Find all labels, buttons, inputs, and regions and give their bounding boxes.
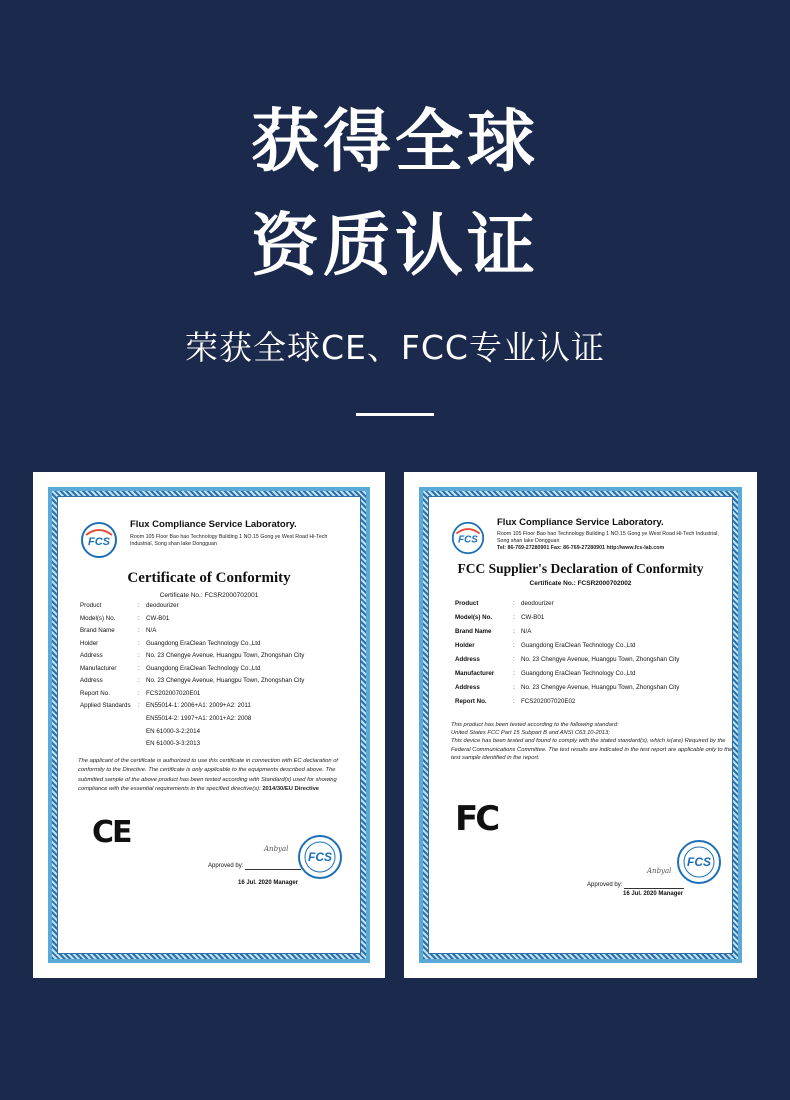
field-row: Product : deodourizer	[80, 602, 350, 615]
headline-line-2: 资质认证	[250, 207, 539, 286]
field-label: Manufacturer	[80, 664, 117, 672]
field-value: Guangdong EraClean Technology Co.,Ltd	[146, 664, 261, 672]
logo-text: FCS	[88, 536, 110, 548]
field-row: Report No. : FCS202007020E01	[80, 690, 350, 703]
lab-address-line-2: Industrial, Song shan lake Dongguan	[130, 541, 217, 547]
date-manager: 16 Jul. 2020 Manager	[623, 891, 684, 897]
logo-text: FCS	[458, 534, 478, 546]
certificate-border	[48, 487, 370, 963]
headline-line-1: 获得全球	[250, 103, 539, 182]
subtitle: 荣获全球CE、FCC专业认证	[185, 328, 605, 367]
field-label: Report No.	[455, 698, 487, 705]
lab-contact: Tel: 86-769-27280901 Fax: 86-769-27280901 http://www.fcs-lab.com	[497, 545, 665, 551]
field-label: Applied Standards	[80, 702, 131, 709]
field-row: Brand Name : N/A	[80, 627, 350, 640]
certificate-number: Certificate No.: FCSR2000702001	[159, 592, 259, 599]
approved-by-label: Approved by:	[587, 882, 623, 888]
field-label: Model(s) No.	[80, 614, 116, 622]
field-value: No. 23 Chengye Avenue, Huangpu Town, Zhongshan City	[146, 652, 305, 659]
field-value: Guangdong EraClean Technology Co.,Ltd	[146, 639, 261, 647]
signature: Anbyal	[264, 845, 289, 853]
field-row: Manufacturer : Guangdong EraClean Technology Co.,Ltd	[80, 665, 350, 678]
approved-by-label: Approved by:	[208, 863, 244, 869]
lab-address-line-1: Room 105 Floor Bao hao Technology Building 1 NO.15 Gong ye West Road Hi-Tech	[130, 534, 328, 540]
divider-line	[356, 413, 434, 416]
certificate-title: Certificate of Conformity	[127, 570, 291, 586]
signature: Anbyal	[647, 867, 672, 875]
directive-name: 2014/30/EU Directive	[262, 785, 320, 792]
fcs-seal-icon	[676, 839, 722, 885]
field-value: Guangdong EraClean Technology Co.,Ltd	[521, 670, 636, 677]
lab-address-line-2: Song shan lake Dongguan	[497, 538, 560, 544]
certificate-note: This product has been tested according to the following standard: United States FCC Part 15 Subpart B and ANSI C63.10-2013; This device has been tested and found to comply with the stated standard(s), which is(are) Required by the Federal Communications Committee. The test results are indicated in the test report are applicable only to the test sample identified in the report.	[451, 722, 733, 761]
seal-text: FCS	[687, 855, 711, 869]
field-row: Product : deodourizer	[455, 600, 735, 614]
field-row: Address : No. 23 Chengye Avenue, Huangpu Town, Zhongshan City	[455, 656, 735, 670]
field-value: CW-B01	[521, 614, 545, 621]
field-label: Brand Name	[455, 628, 492, 635]
fcs-seal-icon	[297, 834, 343, 880]
field-label: Product	[80, 602, 102, 609]
applied-standard: EN55014-2: 1997+A1: 2001+A2: 2008	[146, 715, 252, 722]
field-label: Brand Name	[80, 627, 115, 634]
field-value: No. 23 Chengye Avenue, Huangpu Town, Zhongshan City	[146, 677, 305, 684]
field-row: Model(s) No. : CW-B01	[455, 614, 735, 628]
field-value: N/A	[521, 628, 532, 635]
field-row: Holder : Guangdong EraClean Technology Co.,Ltd	[455, 642, 735, 656]
field-value: deodourizer	[521, 600, 554, 607]
field-row: Address : No. 23 Chengye Avenue, Huangpu Town, Zhongshan City	[80, 652, 350, 665]
applied-standard: EN 61000-3-3:2013	[146, 740, 201, 747]
field-label: Address	[455, 656, 480, 663]
field-label: Manufacturer	[455, 670, 495, 677]
field-label: Holder	[80, 639, 99, 647]
lab-name: Flux Compliance Service Laboratory.	[497, 517, 664, 528]
certificate-number: Certificate No.: FCSR2000702002	[529, 580, 632, 587]
field-value: FCS202007020E01	[146, 689, 201, 697]
ce-mark-icon: CE	[92, 815, 131, 850]
certificate-note: The applicant of the certificate is authorized to use this certificate in connection with EC declaration of conformity to the Directive. The certificate is only applicable to the equipments described above. The submitted sample of the above product has been tested according with Standard(s) used for showing compliance with the essential requirements in the specified directive(s): 2014/30/EU Directive	[78, 758, 339, 792]
field-value: Guangdong EraClean Technology Co.,Ltd	[521, 642, 636, 649]
applied-standard: EN 61000-3-2:2014	[146, 727, 201, 735]
lab-name: Flux Compliance Service Laboratory.	[130, 519, 297, 530]
field-row: Brand Name : N/A	[455, 628, 735, 642]
signature-line	[245, 869, 301, 870]
field-value: CW-B01	[146, 614, 170, 622]
field-row: Address : No. 23 Chengye Avenue, Huangpu Town, Zhongshan City	[80, 677, 350, 690]
field-label: Model(s) No.	[455, 614, 493, 621]
certificate-title: FCC Supplier's Declaration of Conformity	[457, 561, 704, 576]
lab-address-line-1: Room 105 Floor Bao hao Technology Building 1 NO.15 Gong ye West Road Hi-Tech Industrial,	[497, 531, 719, 537]
fcc-mark-icon: FC	[455, 799, 498, 839]
certificate-border	[419, 487, 742, 963]
field-value: EN55014-1: 2006+A1: 2009+A2: 2011	[146, 702, 251, 709]
field-value: FCS202007020E02	[521, 698, 576, 705]
field-row: Applied Standards : EN55014-1: 2006+A1: 2009+A2: 2011	[80, 702, 350, 715]
fcs-logo-icon	[80, 521, 118, 559]
fcc-certificate	[404, 472, 757, 978]
field-label: Address	[80, 652, 103, 659]
field-row: Holder : Guangdong EraClean Technology Co.,Ltd	[80, 640, 350, 653]
ce-certificate	[33, 472, 385, 978]
fcs-logo-icon	[451, 521, 485, 555]
field-row: Address : No. 23 Chengye Avenue, Huangpu Town, Zhongshan City	[455, 684, 735, 698]
field-label: Report No.	[80, 689, 110, 697]
field-label: Product	[455, 600, 479, 607]
date-manager: 16 Jul. 2020 Manager	[238, 880, 299, 886]
field-label: Holder	[455, 642, 475, 649]
field-value: No. 23 Chengye Avenue, Huangpu Town, Zhongshan City	[521, 684, 680, 691]
field-row: Report No. : FCS202007020E02	[455, 698, 735, 712]
field-row: Manufacturer : Guangdong EraClean Technology Co.,Ltd	[455, 670, 735, 684]
field-value: No. 23 Chengye Avenue, Huangpu Town, Zhongshan City	[521, 656, 680, 663]
signature-line	[624, 888, 684, 889]
field-label: Address	[455, 684, 480, 691]
seal-text: FCS	[308, 850, 332, 864]
field-value: N/A	[146, 627, 157, 634]
field-row: Model(s) No. : CW-B01	[80, 615, 350, 628]
field-label: Address	[80, 677, 103, 684]
field-value: deodourizer	[146, 602, 179, 609]
